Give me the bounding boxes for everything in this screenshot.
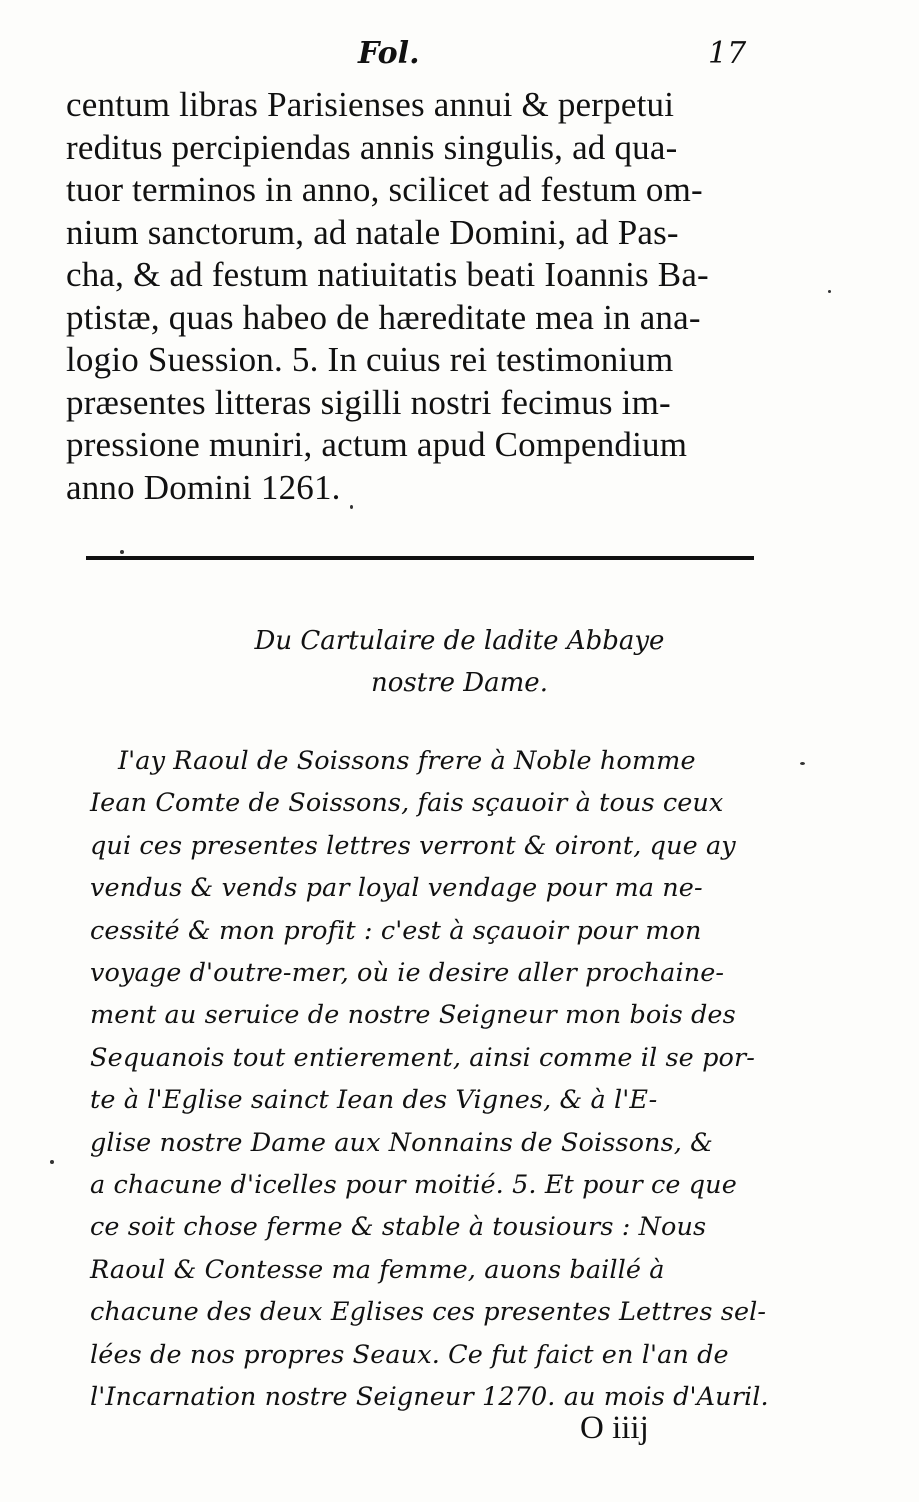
text-line: tuor terminos in anno, scilicet ad festum om- — [66, 170, 703, 209]
heading-line: nostre Dame. — [371, 668, 548, 698]
french-charter-text — [90, 740, 810, 1419]
text-line: Raoul & Contesse ma femme, auons baillé à — [90, 1254, 665, 1285]
text-line: I'ay Raoul de Soissons frere à Noble homme — [118, 746, 696, 776]
text-line: a chacune d'icelles pour moitié. 5. Et pour ce que — [90, 1170, 737, 1201]
page-header — [0, 30, 919, 80]
page-number: 17 — [708, 36, 747, 71]
heading-line: Du Cartulaire de ladite Abbaye — [254, 626, 665, 656]
scan-speck — [828, 290, 831, 293]
text-line: nium sanctorum, ad natale Domini, ad Pas- — [66, 212, 679, 252]
text-line: præsentes litteras sigilli nostri fecimus im- — [66, 382, 671, 422]
scan-speck — [120, 550, 124, 554]
text-line: l'Incarnation nostre Seigneur 1270. au mois d'Auril. — [90, 1382, 769, 1413]
text-line: reditus percipiendas annis singulis, ad qua- — [66, 127, 678, 167]
text-line: lées de nos propres Seaux. Ce fut faict en l'an de — [90, 1339, 729, 1370]
scan-speck — [350, 505, 353, 509]
text-line: centum libras Parisienses annui & perpetui — [66, 85, 675, 124]
text-line: anno Domini 1261. — [66, 467, 341, 507]
text-line: ment au seruice de nostre Seigneur mon bois des — [90, 1000, 736, 1031]
text-line: Sequanois tout entierement, ainsi comme il se por- — [90, 1042, 755, 1073]
text-line: cessité & mon profit : c'est à sçauoir pour mon — [90, 915, 702, 946]
scan-speck — [800, 762, 805, 765]
text-line: qui ces presentes lettres verront & oiront, que ay — [90, 830, 736, 861]
latin-charter-text — [66, 84, 766, 509]
text-line: te à l'Eglise sainct Iean des Vignes, & à l'E- — [90, 1085, 658, 1116]
text-line: cha, & ad festum natiuitatis beati Ioannis Ba- — [66, 255, 709, 294]
text-line: Iean Comte de Soissons, fais sçauoir à tous ceux — [90, 788, 724, 819]
folio-label: Fol. — [358, 36, 420, 71]
signature-mark: O iiij — [580, 1410, 649, 1446]
scan-speck — [50, 1160, 54, 1164]
text-line: ce soit chose ferme & stable à tousiours : Nous — [90, 1212, 707, 1243]
text-line: voyage d'outre-mer, où ie desire aller prochaine- — [90, 958, 725, 989]
text-line: glise nostre Dame aux Nonnains de Soissons, & — [90, 1127, 713, 1158]
text-line: chacune des deux Eglises ces presentes Lettres sel- — [90, 1297, 767, 1328]
section-divider — [86, 556, 754, 560]
text-line: vendus & vends par loyal vendage pour ma ne- — [90, 873, 703, 904]
section-heading — [0, 620, 919, 704]
text-line: ptistæ, quas habeo de hæreditate mea in ana- — [66, 297, 701, 337]
text-line: pressione muniri, actum apud Compendium — [66, 425, 688, 464]
text-line: logio Suession. 5. In cuius rei testimonium — [66, 340, 674, 379]
